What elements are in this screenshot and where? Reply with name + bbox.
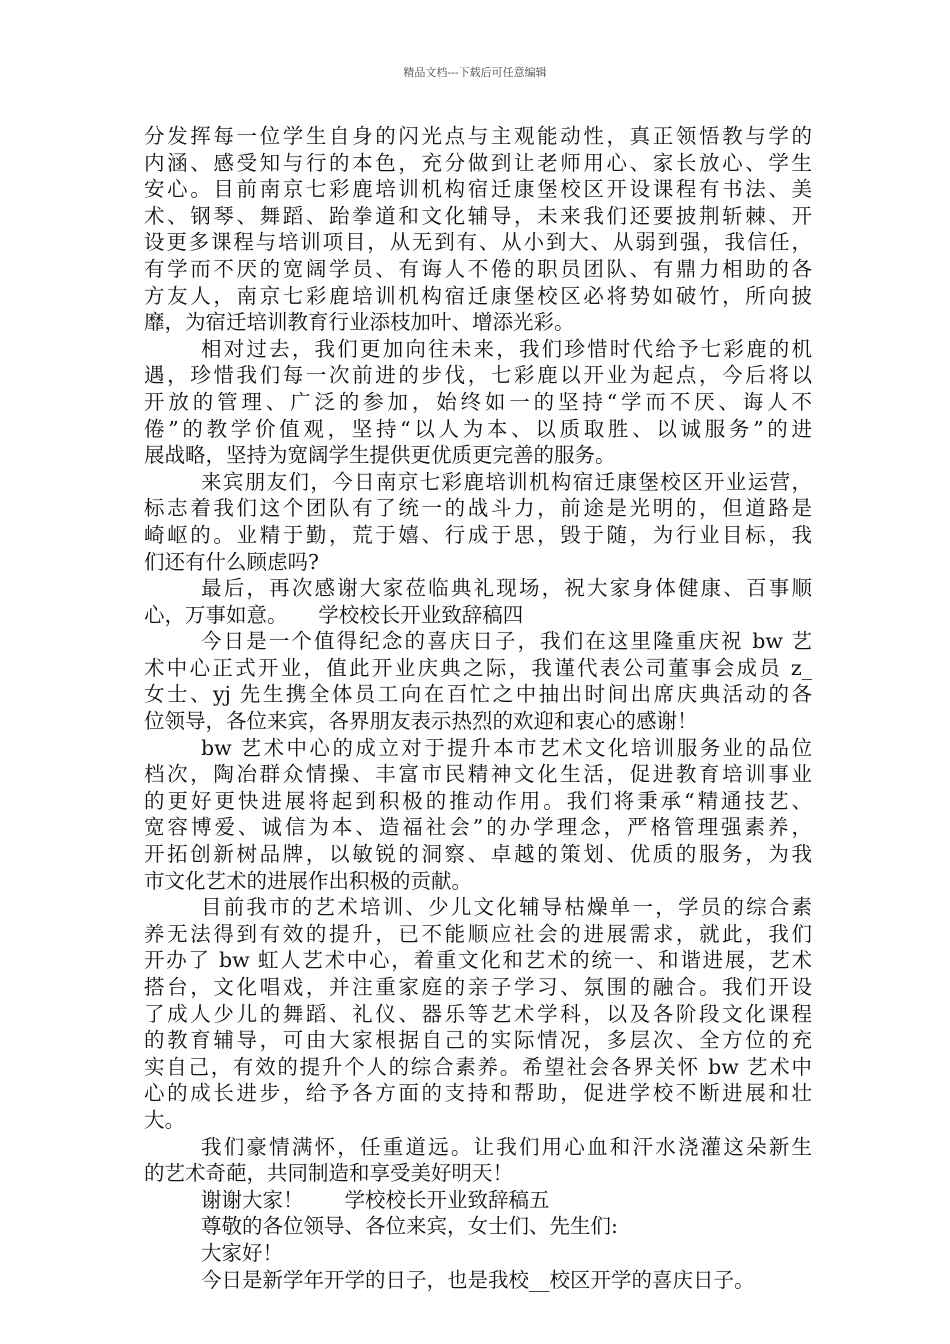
text-line: 有学而不厌的宽阔学员、有诲人不倦的职员团队、有鼎力相助的各 (144, 256, 812, 281)
text-line: 谢谢大家！ 学校校长开业致辞稿五 (201, 1187, 550, 1212)
text-line: 相对过去，我们更加向往未来，我们珍惜时代给予七彩鹿的机 (201, 336, 812, 361)
text-line: 女士、yj 先生携全体员工向在百忙之中抽出时间出席庆典活动的各 (144, 682, 812, 707)
text-line: 的艺术奇葩，共同制造和享受美好明天！ (144, 1161, 513, 1186)
text-line: 的教育辅导，可由大家根据自己的实际情况，多层次、全方位的充 (144, 1028, 812, 1053)
text-line: 倦”的教学价值观，坚持“以人为本、以质取胜、以诚服务”的进 (144, 416, 812, 441)
text-line: 心的成长进步，给予各方面的支持和帮助，促进学校不断进展和壮 (144, 1081, 812, 1106)
text-line: 们还有什么顾虑吗? (144, 549, 319, 574)
text-line: 内涵、感受知与行的本色，充分做到让老师用心、家长放心、学生 (144, 150, 812, 175)
text-line: 术中心正式开业，值此开业庆典之际，我谨代表公司董事会成员 z_ (144, 655, 812, 680)
text-line: 今日是一个值得纪念的喜庆日子，我们在这里隆重庆祝 bw 艺 (201, 629, 812, 654)
text-line: 标志着我们这个团队有了统一的战斗力，前途是光明的，但道路是 (144, 496, 812, 521)
text-line: 开办了 bw 虹人艺术中心，着重文化和艺术的统一、和谐进展，艺术 (144, 948, 812, 973)
text-line: 遇，珍惜我们每一次前进的步伐，七彩鹿以开业为起点，今后将以 (144, 363, 812, 388)
text-line: 实自己，有效的提升个人的综合素养。希望社会各界关怀 bw 艺术中 (144, 1054, 812, 1079)
text-line: 安心。目前南京七彩鹿培训机构宿迁康堡校区开设课程有书法、美 (144, 177, 812, 202)
text-line: 位领导，各位来宾，各界朋友表示热烈的欢迎和衷心的感谢！ (144, 709, 698, 734)
text-line: 方友人，南京七彩鹿培训机构宿迁康堡校区必将势如破竹，所向披 (144, 283, 812, 308)
text-line: 术、钢琴、舞蹈、跆拳道和文化辅导，未来我们还要披荆斩棘、开 (144, 203, 812, 228)
page-header: 精品文档---下载后可任意编辑 (403, 66, 547, 79)
text-line: 心，万事如意。 学校校长开业致辞稿四 (144, 602, 524, 627)
text-line: 搭台，文化唱戏，并注重家庭的亲子学习、氛围的融合。我们开设 (144, 975, 812, 999)
text-line: 大家好！ (201, 1240, 283, 1265)
text-line: bw 艺术中心的成立对于提升本市艺术文化培训服务业的品位 (201, 735, 812, 760)
text-line: 的更好更快进展将起到积极的推动作用。我们将秉承“精通技艺、 (144, 788, 812, 813)
text-line: 养无法得到有效的提升，已不能顺应社会的进展需求，就此，我们 (144, 921, 812, 946)
text-line: 开放的管理、广泛的参加，始终如一的坚持“学而不厌、诲人不 (144, 389, 812, 414)
text-line: 靡，为宿迁培训教育行业添枝加叶、增添光彩。 (144, 310, 575, 335)
text-line: 了成人少儿的舞蹈、礼仪、器乐等艺术学科，以及各阶段文化课程 (144, 1001, 812, 1026)
body-text (144, 123, 812, 1293)
text-line: 我们豪情满怀，任重道远。让我们用心血和汗水浇灌这朵新生 (201, 1134, 812, 1159)
text-line: 今日是新学年开学的日子，也是我校__校区开学的喜庆日子。 (201, 1267, 755, 1292)
text-line: 开拓创新树品牌，以敏锐的洞察、卓越的策划、优质的服务，为我 (144, 842, 812, 867)
text-line: 目前我市的艺术培训、少儿文化辅导枯燥单一，学员的综合素 (201, 895, 812, 920)
text-line: 大。 (144, 1107, 185, 1132)
text-line: 宽容博爱、诚信为本、造福社会”的办学理念，严格管理强素养， (144, 815, 812, 840)
text-line: 来宾朋友们，今日南京七彩鹿培训机构宿迁康堡校区开业运营， (201, 469, 812, 494)
text-line: 市文化艺术的进展作出积极的贡献。 (144, 868, 472, 893)
text-line: 档次，陶冶群众情操、丰富市民精神文化生活，促进教育培训事业 (144, 762, 812, 787)
text-line: 分发挥每一位学生自身的闪光点与主观能动性，真正领悟教与学的 (144, 124, 812, 148)
text-line: 展战略，坚持为宽阔学生提供更优质更完善的服务。 (144, 443, 616, 468)
text-line: 最后，再次感谢大家莅临典礼现场，祝大家身体健康、百事顺 (201, 576, 812, 601)
text-line: 崎岖的。业精于勤，荒于嬉、行成于思，毁于随，为行业目标，我 (144, 522, 812, 547)
text-line: 设更多课程与培训项目，从无到有、从小到大、从弱到强，我信任， (144, 230, 812, 255)
text-line: 尊敬的各位领导、各位来宾，女士们、先生们: (201, 1214, 618, 1239)
